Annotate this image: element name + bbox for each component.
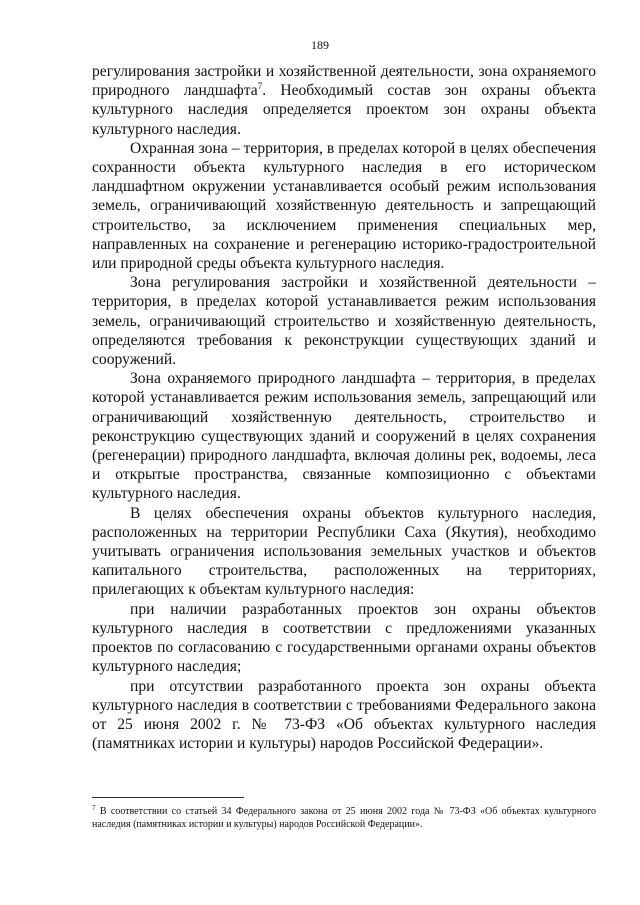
footnote-reference[interactable]: 7 [257, 81, 263, 92]
paragraph-protection-zone: Охранная зона – территория, в пределах которой в целях обеспечения сохранности объекта культурного наследия в его историческом ландшафтном окружении устанавливается особый режим использования земель, ограничивающий хозяйственную деятельность и запрещающий строительство, за исключением применения специальных мер, направленных на сохранение и регенерацию историко-градостроительной или природной среды объекта культурного наследия. [92, 139, 596, 273]
footnote [92, 806, 596, 831]
list-item-without-projects: при отсутствии разработанного проекта зон охраны объекта культурного наследия в соответствии с требованиями Федерального закона от 25 июня 2002 г. № 73-ФЗ «Об объектах культурного наследия (памятниках истории и культуры) народов Российской Федерации». [92, 677, 596, 753]
footnote-text: В соответствии со статьей 34 Федерального закона от 25 июня 2002 года № 73-ФЗ «Об объектах культурного наследия (памятниках истории и культуры) народов Российской Федерации». [92, 806, 596, 830]
footnote-separator [92, 797, 244, 798]
paragraph-landscape-zone: Зона охраняемого природного ландшафта – территория, в пределах которой устанавливается режим использования земель, запрещающий или ограничивающий хозяйственную деятельность, строительство и реконструкцию существующих зданий и сооружений в целях сохранения (регенерации) природного ландшафта, включая долины рек, водоемы, леса и открытые пространства, связанные композиционно с объектами культурного наследия. [92, 370, 596, 503]
paragraph-yakutia-requirements: В целях обеспечения охраны объектов культурного наследия, расположенных на территории Республики Саха (Якутия), необходимо учитывать ограничения использования земельных участков и объектов капитального строительства, расположенных на территориях, прилегающих к объектам культурного наследия: [92, 504, 596, 599]
paragraph-text: . Необходимый состав зон охраны объекта культурного наследия определяется проектом зон охраны объекта культурного наследия. [92, 82, 596, 138]
page-number: 189 [311, 38, 329, 52]
paragraph-development-zone: Зона регулирования застройки и хозяйственной деятельности – территория, в пределах которой устанавливается режим использования земель, ограничивающий строительство и хозяйственную деятельность, определяются требования к реконструкции существующих зданий и сооружений. [92, 274, 596, 369]
paragraph-continuation [92, 62, 596, 139]
paragraph-text: регулирования застройки и хозяйственной деятельности, зона охраняемого природного ландшафта [92, 63, 596, 100]
footnote-marker: 7 [92, 804, 96, 812]
list-item-with-projects: при наличии разработанных проектов зон охраны объектов культурного наследия в соответствии с предложениями указанных проектов по согласованию с государственными органами охраны объектов культурного наследия; [92, 600, 596, 676]
body-text [92, 62, 596, 753]
